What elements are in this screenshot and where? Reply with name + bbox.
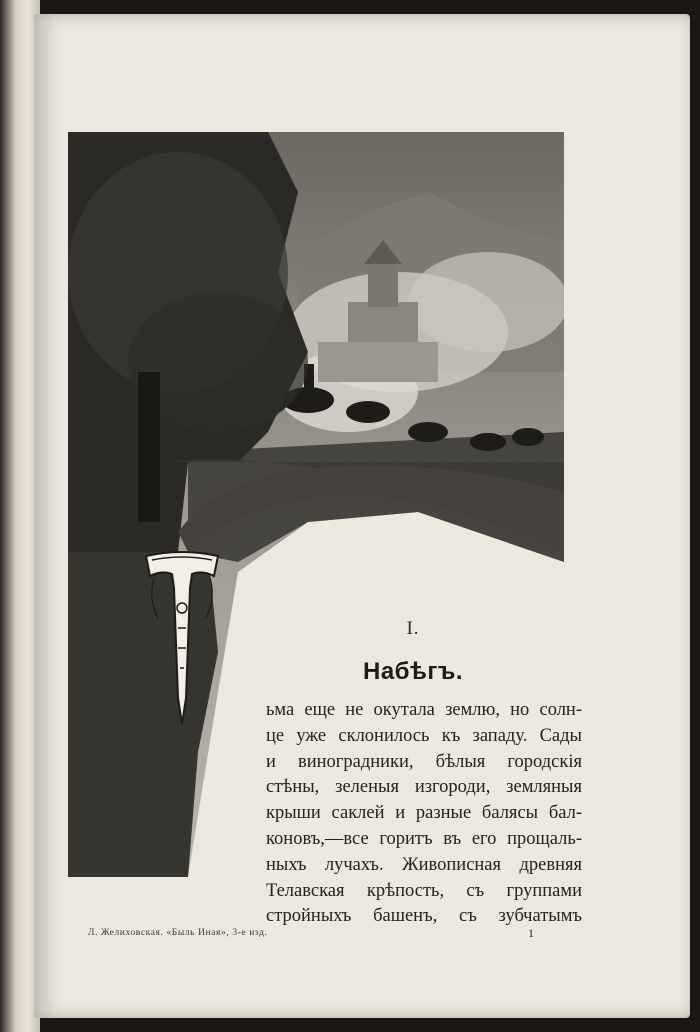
body-line: ьма еще не окутала землю, но солн- [266,700,582,720]
page-number: 1 [528,926,534,940]
chapter-title: Набѣгъ. [362,658,464,685]
page-footer: Л. Желиховская. «Быль Иная», 3-е изд. [88,928,268,938]
body-line: ныхъ лучахъ. Живописная древняя [266,854,582,875]
body-line: це уже склонилось къ западу. Сады [266,725,582,746]
dropcap-ornament [142,548,222,726]
body-line: стѣны, зеленыя изгороди, земляныя [266,777,582,798]
chapter-text [232,598,582,930]
body-line: Телавская крѣпость, съ группами [266,880,582,901]
body-line: крыши саклей и разные балясы бал- [266,803,582,824]
chapter-number: I. [406,618,420,639]
body-line: стройныхъ башенъ, съ зубчатымъ [266,906,582,927]
body-line: и виноградники, бѣлыя городскія [266,751,582,772]
body-line: коновъ,—все горитъ въ его прощаль- [266,828,582,849]
